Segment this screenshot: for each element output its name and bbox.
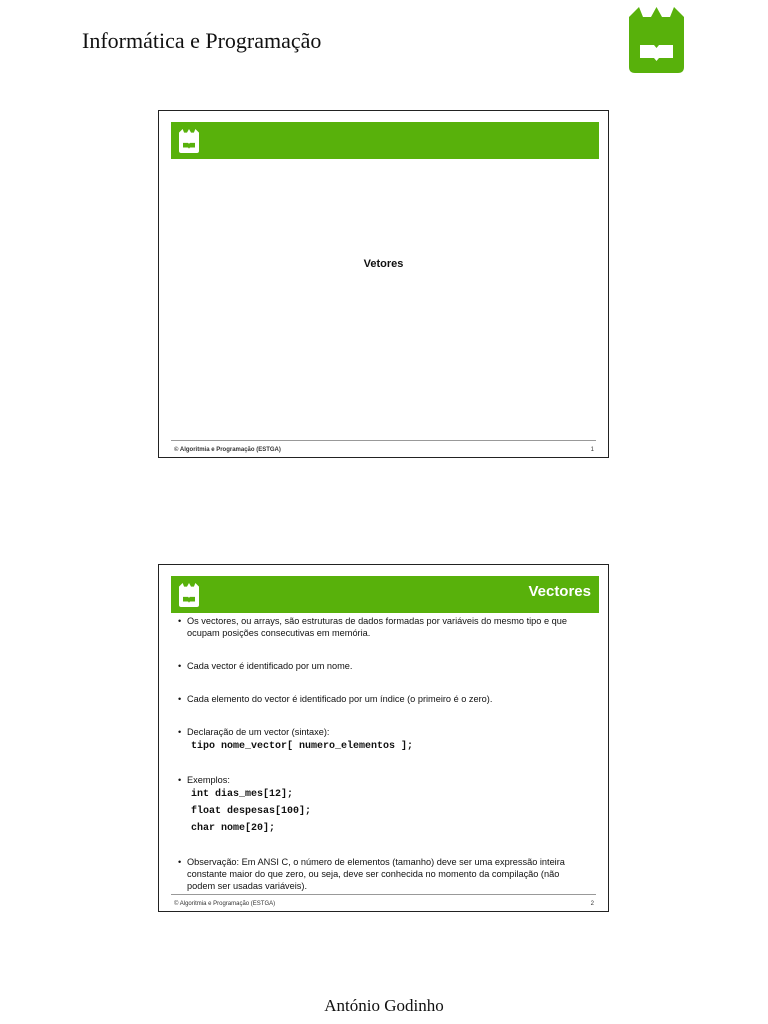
bullet-text: Exemplos:	[187, 775, 230, 785]
bullet-text: Cada elemento do vector é identificado por um índice (o primeiro é o zero).	[187, 694, 493, 704]
bullet-text: Declaração de um vector (sintaxe):	[187, 727, 330, 737]
bullet-text: Cada vector é identificado por um nome.	[187, 661, 353, 671]
university-logo-icon	[177, 129, 201, 153]
code-line: char nome[20];	[191, 823, 276, 834]
slide-banner	[171, 576, 599, 613]
slide-footer-text: © Algoritmia e Programação (ESTGA)	[174, 901, 276, 907]
slide-page-number: 2	[590, 901, 594, 907]
footer-divider	[171, 894, 596, 895]
slide-page-number: 1	[590, 447, 594, 453]
code-line: float despesas[100];	[191, 806, 312, 817]
bullet-item	[177, 726, 587, 755]
slide-1	[158, 110, 609, 458]
bullet-item	[177, 856, 587, 892]
slide-2	[158, 564, 609, 912]
author-name: António Godinho	[324, 996, 444, 1015]
footer-divider	[171, 440, 596, 441]
bullet-item	[177, 693, 587, 705]
bullet-text: Os vectores, ou arrays, são estruturas de dados formadas por variáveis do mesmo tipo e que ocupam posições consecutivas em memória.	[187, 616, 567, 638]
slide-footer-text: © Algoritmia e Programação (ESTGA)	[174, 447, 281, 453]
page-title: Informática e Programação	[82, 28, 322, 53]
bullet-item	[177, 660, 587, 672]
university-logo-icon	[177, 583, 201, 607]
code-line: tipo nome_vector[ numero_elementos ];	[191, 741, 414, 752]
university-logo-icon	[626, 7, 687, 73]
bullet-item	[177, 774, 587, 837]
bullet-text: Observação: Em ANSI C, o número de elementos (tamanho) deve ser uma expressão inteira constante maior do que zero, ou seja, deve ser conhecida no momento da compilação (não podem ser usadas variáveis).	[187, 857, 565, 891]
slide-title: Vectores	[528, 583, 591, 600]
bullet-item	[177, 615, 587, 639]
code-line: int dias_mes[12];	[191, 789, 294, 800]
slide-banner	[171, 122, 599, 159]
slide-title: Vetores	[363, 258, 404, 270]
